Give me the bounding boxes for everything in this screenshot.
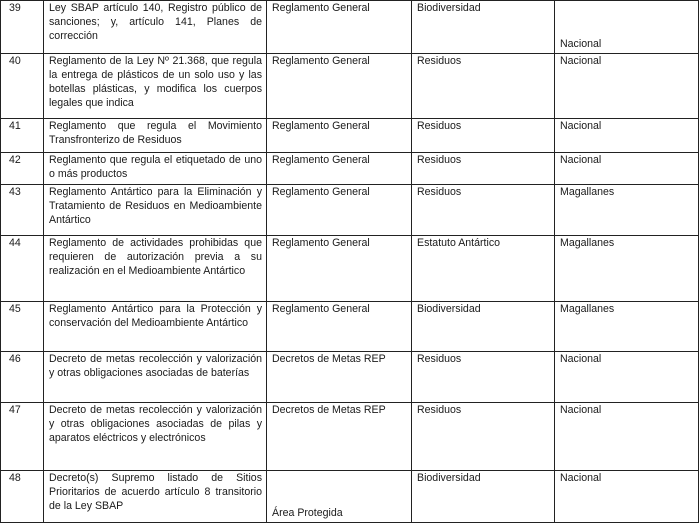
row-number: 48: [1, 471, 44, 523]
table-row: [1, 185, 699, 236]
row-number: 39: [1, 1, 44, 54]
regulation-scope: Nacional: [555, 352, 699, 403]
regulation-type: Reglamento General: [267, 1, 412, 54]
row-number: 43: [1, 185, 44, 236]
row-number: 47: [1, 403, 44, 471]
regulation-topic: Biodiversidad: [412, 471, 555, 523]
regulation-scope: Nacional: [555, 54, 699, 119]
regulation-description: Reglamento que regula el etiquetado de uno o más productos: [44, 153, 267, 185]
table-row: [1, 119, 699, 153]
table-row: [1, 153, 699, 185]
table-row: [1, 1, 699, 54]
regulation-topic: Residuos: [412, 185, 555, 236]
regulation-description: Reglamento de actividades prohibidas que requieren de autorización previa a su realización en el Medioambiente Antártico: [44, 236, 267, 302]
regulation-type: Reglamento General: [267, 302, 412, 352]
regulation-scope: Nacional: [555, 153, 699, 185]
regulation-scope: [555, 1, 699, 54]
regulation-topic: Biodiversidad: [412, 302, 555, 352]
regulation-description: Reglamento de la Ley Nº 21.368, que regula la entrega de plásticos de un solo uso y las botellas plásticas, y modifica los cuerpos legales que indica: [44, 54, 267, 119]
regulation-description: Reglamento Antártico para la Protección y conservación del Medioambiente Antártico: [44, 302, 267, 352]
regulation-topic: Residuos: [412, 352, 555, 403]
regulation-type: Reglamento General: [267, 236, 412, 302]
table-row: [1, 54, 699, 119]
regulation-type: Reglamento General: [267, 185, 412, 236]
regulation-type: [267, 471, 412, 523]
row-number: 41: [1, 119, 44, 153]
regulation-scope: Nacional: [555, 403, 699, 471]
scope-text: Nacional: [560, 38, 602, 50]
regulation-scope: Nacional: [555, 471, 699, 523]
regulation-scope: Nacional: [555, 119, 699, 153]
table-row: [1, 403, 699, 471]
regulation-scope: Magallanes: [555, 185, 699, 236]
type-text: Área Protegida: [272, 507, 343, 519]
regulation-type: Reglamento General: [267, 153, 412, 185]
regulation-scope: Magallanes: [555, 236, 699, 302]
table-row: [1, 352, 699, 403]
row-number: 40: [1, 54, 44, 119]
regulation-topic: Residuos: [412, 153, 555, 185]
row-number: 44: [1, 236, 44, 302]
row-number: 42: [1, 153, 44, 185]
table-row: [1, 236, 699, 302]
regulation-description: Reglamento Antártico para la Eliminación y Tratamiento de Residuos en Medioambiente Antártico: [44, 185, 267, 236]
regulation-description: Reglamento que regula el Movimiento Transfronterizo de Residuos: [44, 119, 267, 153]
regulation-scope: Magallanes: [555, 302, 699, 352]
regulation-type: Reglamento General: [267, 119, 412, 153]
table-row: [1, 302, 699, 352]
regulation-type: Decretos de Metas REP: [267, 403, 412, 471]
row-number: 46: [1, 352, 44, 403]
regulation-topic: Biodiversidad: [412, 1, 555, 54]
row-number: 45: [1, 302, 44, 352]
regulation-topic: Estatuto Antártico: [412, 236, 555, 302]
regulation-type: Decretos de Metas REP: [267, 352, 412, 403]
table-row: [1, 471, 699, 523]
regulation-type: Reglamento General: [267, 54, 412, 119]
regulation-description: Decreto de metas recolección y valorización y otras obligaciones asociadas de pilas y aparatos eléctricos y electrónicos: [44, 403, 267, 471]
regulation-topic: Residuos: [412, 403, 555, 471]
regulation-topic: Residuos: [412, 54, 555, 119]
regulation-description: Decreto(s) Supremo listado de Sitios Prioritarios de acuerdo artículo 8 transitorio de la Ley SBAP: [44, 471, 267, 523]
regulation-topic: Residuos: [412, 119, 555, 153]
regulation-description: Decreto de metas recolección y valorización y otras obligaciones asociadas de baterías: [44, 352, 267, 403]
regulation-description: Ley SBAP artículo 140, Registro público de sanciones; y, artículo 141, Planes de corrección: [44, 1, 267, 54]
